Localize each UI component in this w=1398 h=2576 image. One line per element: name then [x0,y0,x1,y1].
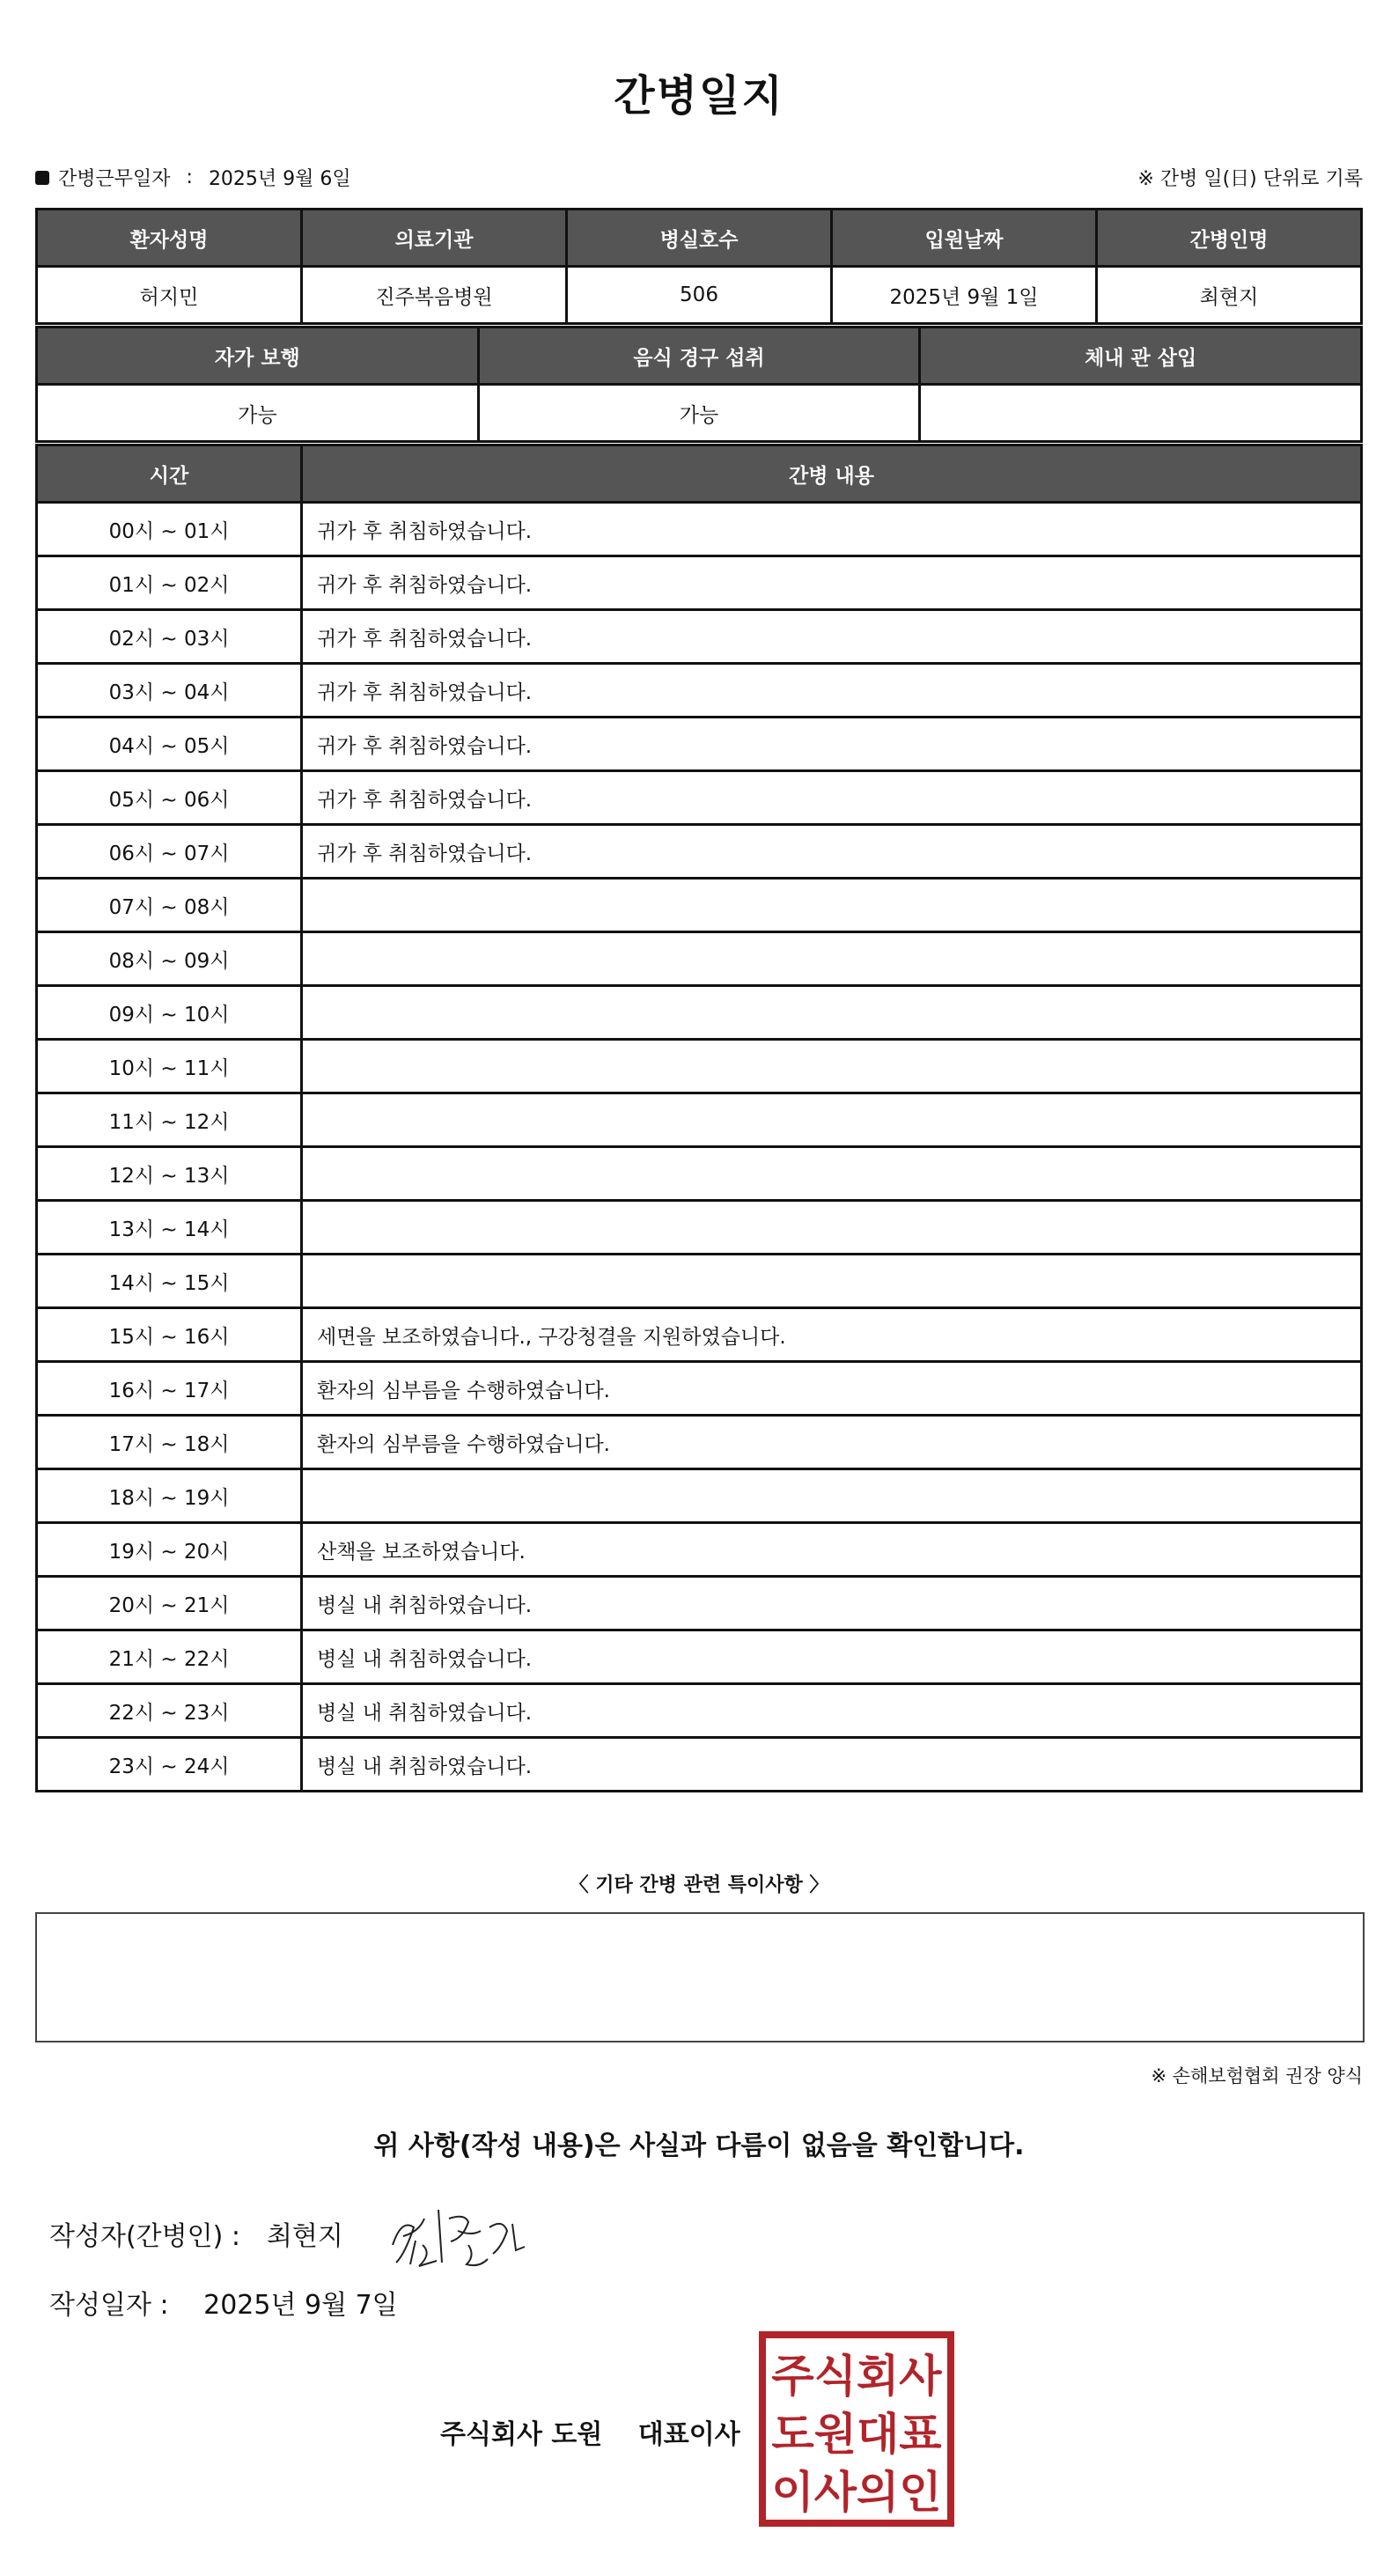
value-patient-name: 허지민 [37,267,302,324]
meta-row [35,164,1363,195]
time-cell: 22시 ~ 23시 [37,1684,302,1738]
table-row [37,1362,1362,1416]
value-institution: 진주복음병원 [302,267,567,324]
table-row [37,771,1362,825]
time-cell: 12시 ~ 13시 [37,1147,302,1201]
content-cell: 귀가 후 취침하였습니다. [302,610,1362,664]
work-date-value: 2025년 9월 6일 [208,168,351,190]
content-cell: 귀가 후 취침하였습니다. [302,664,1362,718]
table-row [37,1684,1362,1738]
content-cell: 세면을 보조하였습니다., 구강청결을 지원하였습니다. [302,1308,1362,1362]
time-cell: 09시 ~ 10시 [37,986,302,1040]
time-cell: 06시 ~ 07시 [37,825,302,879]
patient-info-table [35,208,1363,325]
time-cell: 05시 ~ 06시 [37,771,302,825]
table-row [37,1040,1362,1093]
content-cell: 산책을 보조하였습니다. [302,1523,1362,1577]
table-row [37,556,1362,610]
confirmation-statement: 위 사항(작성 내용)은 사실과 다름이 없음을 확인합니다. [373,2131,1025,2161]
table-row [37,932,1362,986]
content-cell [302,1093,1362,1147]
table-row [37,986,1362,1040]
condition-info-table [35,326,1363,443]
time-cell: 02시 ~ 03시 [37,610,302,664]
table-row [37,1255,1362,1308]
table-row [37,1577,1362,1630]
content-cell: 귀가 후 취침하였습니다. [302,556,1362,610]
time-cell: 03시 ~ 04시 [37,664,302,718]
content-cell: 귀가 후 취침하였습니다. [302,771,1362,825]
table-row [37,1147,1362,1201]
author-name: 최현지 [266,2221,343,2252]
value-caregiver-name: 최현지 [1097,267,1362,324]
svg-text:이사의인: 이사의인 [771,2467,942,2518]
content-cell [302,1147,1362,1201]
header-admission-date: 입원날짜 [832,210,1097,267]
time-cell: 13시 ~ 14시 [37,1201,302,1255]
author-label: 작성자(간병인) : [49,2221,240,2252]
value-room-number: 506 [567,267,832,324]
handwritten-signature [384,2192,533,2271]
time-cell: 16시 ~ 17시 [37,1362,302,1416]
care-log-table [35,444,1363,1792]
value-tube-insertion [920,385,1362,442]
table-row [37,1738,1362,1792]
time-cell: 17시 ~ 18시 [37,1416,302,1469]
time-cell: 00시 ~ 01시 [37,503,302,556]
header-tube-insertion: 체내 관 삽입 [920,328,1362,385]
header-oral-intake: 음식 경구 섭취 [478,328,920,385]
company-line [440,2412,740,2451]
header-time: 시간 [37,445,302,503]
time-cell: 08시 ~ 09시 [37,932,302,986]
table-row [37,1308,1362,1362]
header-self-walking: 자가 보행 [37,328,479,385]
care-log-header-row [37,445,1362,503]
content-cell [302,986,1362,1040]
record-unit-note: ※ 간병 일(日) 단위로 기록 [1137,168,1363,190]
content-cell: 환자의 심부름을 수행하였습니다. [302,1416,1362,1469]
time-cell: 18시 ~ 19시 [37,1469,302,1523]
written-date-row [49,2283,398,2322]
page-title: 간병일지 [614,71,784,121]
time-cell: 20시 ~ 21시 [37,1577,302,1630]
ceo-title: 대표이사 [637,2419,740,2450]
time-cell: 11시 ~ 12시 [37,1093,302,1147]
company-seal [759,2331,954,2527]
content-cell [302,1040,1362,1093]
form-source-note: ※ 손해보험협회 권장 양식 [1151,2065,1363,2087]
time-cell: 07시 ~ 08시 [37,879,302,932]
content-cell: 병실 내 취침하였습니다. [302,1630,1362,1684]
time-cell: 04시 ~ 05시 [37,718,302,771]
content-cell [302,1201,1362,1255]
content-cell: 귀가 후 취침하였습니다. [302,825,1362,879]
time-cell: 01시 ~ 02시 [37,556,302,610]
time-cell: 21시 ~ 22시 [37,1630,302,1684]
content-cell: 귀가 후 취침하였습니다. [302,503,1362,556]
svg-text:주식회사: 주식회사 [771,2351,942,2402]
content-cell: 귀가 후 취침하였습니다. [302,718,1362,771]
header-room-number: 병실호수 [567,210,832,267]
header-patient-name: 환자성명 [37,210,302,267]
value-admission-date: 2025년 9월 1일 [832,267,1097,324]
time-cell: 14시 ~ 15시 [37,1255,302,1308]
value-self-walking: 가능 [37,385,479,442]
table-row [37,503,1362,556]
table-row [37,664,1362,718]
company-name: 주식회사 도원 [440,2419,603,2450]
time-cell: 10시 ~ 11시 [37,1040,302,1093]
table-row [37,718,1362,771]
content-cell [302,1255,1362,1308]
patient-info-value-row [37,267,1362,324]
time-cell: 23시 ~ 24시 [37,1738,302,1792]
content-cell [302,1469,1362,1523]
table-row [37,825,1362,879]
work-date-separator: : [186,166,193,188]
content-cell: 병실 내 취침하였습니다. [302,1738,1362,1792]
table-row [37,1469,1362,1523]
square-bullet-icon [35,171,49,185]
content-cell: 환자의 심부름을 수행하였습니다. [302,1362,1362,1416]
header-institution: 의료기관 [302,210,567,267]
table-row [37,1416,1362,1469]
content-cell [302,879,1362,932]
written-date-label: 작성일자 : [49,2290,169,2321]
patient-info-header-row [37,210,1362,267]
work-date-label: 간병근무일자 [58,168,171,190]
content-cell: 병실 내 취침하였습니다. [302,1577,1362,1630]
author-row [49,2214,343,2253]
time-cell: 19시 ~ 20시 [37,1523,302,1577]
condition-value-row [37,385,1362,442]
table-row [37,1630,1362,1684]
remarks-box [35,1912,1365,2042]
remarks-title: 〈 기타 간병 관련 특이사항 〉 [569,1874,829,1896]
table-row [37,610,1362,664]
condition-header-row [37,328,1362,385]
header-caregiver-name: 간병인명 [1097,210,1362,267]
work-date [35,164,351,191]
table-row [37,879,1362,932]
table-row [37,1523,1362,1577]
value-oral-intake: 가능 [478,385,920,442]
content-cell: 병실 내 취침하였습니다. [302,1684,1362,1738]
table-row [37,1201,1362,1255]
header-care-content: 간병 내용 [302,445,1362,503]
svg-text:도원대표: 도원대표 [771,2409,942,2460]
content-cell [302,932,1362,986]
time-cell: 15시 ~ 16시 [37,1308,302,1362]
written-date-value: 2025년 9월 7일 [203,2290,398,2321]
table-row [37,1093,1362,1147]
